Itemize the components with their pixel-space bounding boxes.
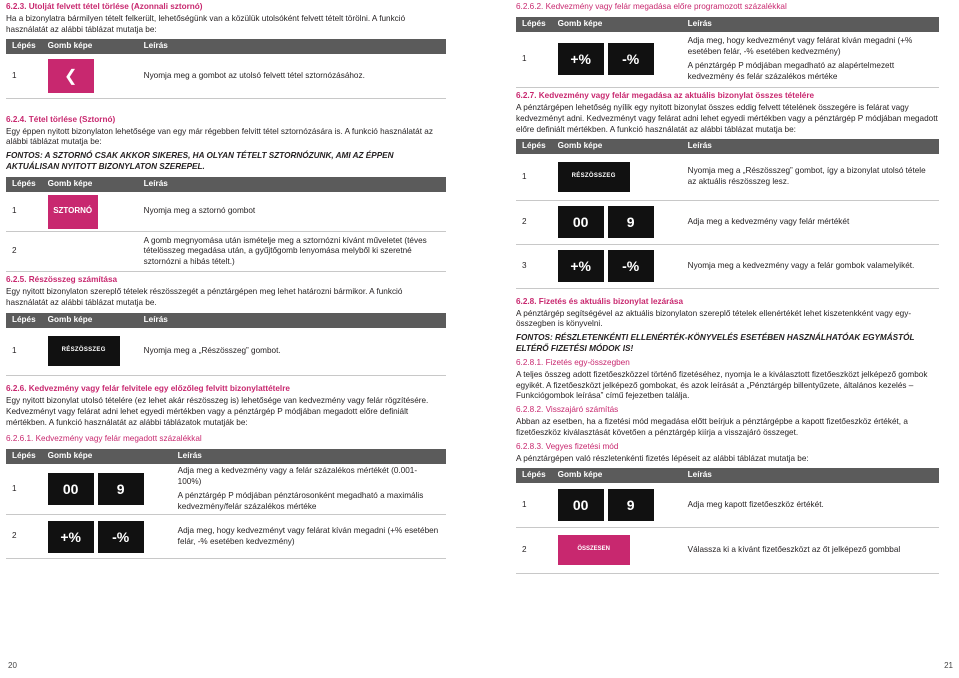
section-6-2-6-2-heading: 6.2.6.2. Kedvezmény vagy felár megadása előre programozott százalékkal — [516, 2, 787, 11]
table-6-2-6-2 — [516, 17, 939, 88]
section-6-2-8-1-text: A teljes összeg adott fizetőeszközzel történő fizetéséhez, nyomja le a kiválasztott fizetőeszközt jelképező gombok egyikét. A fizetőeszközt jelképező gombokat, és azok leírását a „Pénztárgép billentyűzete, általános kezelés – Funkciógombok leírása” című fejezetben találja. — [516, 369, 928, 401]
step-description: A gomb megnyomása után ismételje meg a sztornózni kívánt műveletet (téves tételösszeg megadása után, a gyűjtőgomb lenyomása melyből ki szeretné sztornózni a hibás tételt.) — [138, 232, 446, 272]
table-row — [6, 192, 446, 232]
col-key: Gomb képe — [552, 139, 682, 154]
step-description: Válassza ki a kívánt fizetőeszközt az őt jelképező gombbal — [682, 527, 939, 573]
section-6-2-3-text: Ha a bizonylatra bármilyen tételt felkerült, lehetőségünk van a közülük utolsóként felvett tételt törölni. A funkció használatát az alábbi táblázat mutatja be: — [6, 13, 406, 34]
warning-6-2-8: FONTOS: RÉSZLETENKÉNTI ELLENÉRTÉK-KÖNYVELÉS ESETÉBEN HASZNÁLHATÓAK EGYMÁSTÓL ELTÉRŐ FIZETÉSI MÓDOK IS! — [516, 333, 915, 354]
warning-6-2-4: FONTOS: A SZTORNÓ CSAK AKKOR SIKERES, HA OLYAN TÉTELT SZTORNÓZUNK, AMI AZ ÉPPEN AKTUÁLISAN NYITOTT BIZONYLATON SZEREPEL. — [6, 151, 394, 172]
section-6-2-6-heading: 6.2.6. Kedvezmény vagy felár felvitele egy előzőleg felvitt bizonylattételre — [6, 384, 290, 394]
section-6-2-3-heading: 6.2.3. Utolját felvett tétel törlése (Azonnali sztornó) — [6, 2, 203, 11]
section-6-2-6-text: Egy nyitott bizonylat utolsó tételére (ez lehet akár részösszeg is) lehetősége van kedvezmény vagy felár rögzítésére. Kedvezményt vagy felárat adni lehet egyedi mértékben vagy a pénztárgép P módjában megadott előre definiált mértékben. A funkció használatát az alábbi táblázatok mutatják be: — [6, 395, 429, 427]
plus-percent-key-icon: +% — [48, 521, 94, 553]
table-row — [516, 32, 939, 88]
step-description: Adja meg, hogy kedvezményt vagy felárat kíván megadni (+% esetében felár, -% esetében kedvezmény) — [687, 36, 913, 57]
section-6-2-8-1-heading: 6.2.8.1. Fizetés egy-összegben — [516, 357, 630, 367]
col-step: Lépés — [6, 177, 42, 192]
table-row — [516, 527, 939, 573]
key-00-icon: 00 — [558, 206, 604, 238]
col-key: Gomb képe — [552, 17, 682, 32]
table-row — [6, 328, 446, 376]
back-key-icon: ❮ — [48, 59, 94, 93]
step-number: 1 — [6, 192, 42, 232]
col-key: Gomb képe — [42, 177, 138, 192]
table-row — [516, 483, 939, 527]
page-number: 21 — [944, 661, 953, 671]
reszosszeg-key-icon: RÉSZÖSSZEG — [48, 336, 120, 366]
section-6-2-5-heading: 6.2.5. Részösszeg számítása — [6, 275, 118, 285]
step-number: 1 — [6, 54, 42, 98]
step-description-extra: A pénztárgép P módjában pénztárosonként megadható a maximális kedvezmény/felár százalékos mértéke — [177, 490, 424, 511]
table-6-2-5 — [6, 313, 446, 376]
step-description: Adja meg kapott fizetőeszköz értékét. — [682, 483, 939, 527]
table-6-2-3 — [6, 39, 446, 98]
key-00-icon: 00 — [558, 489, 604, 521]
key-00-icon: 00 — [48, 473, 94, 505]
step-number: 1 — [6, 328, 42, 376]
col-key: Gomb képe — [552, 468, 682, 483]
step-number: 1 — [516, 154, 552, 200]
step-description: Adja meg, hogy kedvezményt vagy felárat kíván megadni (+% esetében felár, -% esetében kedvezmény) — [172, 515, 446, 559]
key-9-icon: 9 — [608, 489, 654, 521]
col-step: Lépés — [516, 468, 552, 483]
col-desc: Leírás — [682, 139, 939, 154]
table-row — [516, 244, 939, 288]
step-number: 1 — [516, 483, 552, 527]
section-6-2-4-text: Egy éppen nyitott bizonylaton lehetősége van egy már régebben felvitt tétel sztornózására is. A funkció használatát az alábbi táblázat mutatja be: — [6, 126, 433, 147]
key-image — [42, 232, 138, 272]
section-6-2-8-text: A pénztárgép segítségével az aktuális bizonylaton szereplő tételek ellenértékét lehet kiszetenkként vagy egy-összegben is könyvelni. — [516, 308, 912, 329]
step-number: 2 — [6, 232, 42, 272]
table-row — [6, 54, 446, 98]
col-desc: Leírás — [138, 39, 446, 54]
step-description: Nyomja meg a sztornó gombot — [138, 192, 446, 232]
right-page — [480, 0, 959, 678]
table-row — [6, 464, 446, 515]
table-6-2-7 — [516, 139, 939, 288]
col-step: Lépés — [6, 39, 42, 54]
col-key: Gomb képe — [42, 449, 172, 464]
section-6-2-8-3-text: A pénztárgépen való részletenkénti fizetés lépéseit az alábbi táblázat mutatja be: — [516, 453, 809, 463]
col-step: Lépés — [516, 17, 552, 32]
section-6-2-8-2-text: Abban az esetben, ha a fizetési mód megadása előtt beírjuk a pénztárgépbe a kapott fizetőeszköz értékét, a fizetőeszköz kiválasztását követően a pénztárgép kiírja a visszajáró összeget. — [516, 417, 908, 437]
col-key: Gomb képe — [42, 313, 138, 328]
table-6-2-8-3 — [516, 468, 939, 573]
section-6-2-5-text: Egy nyitott bizonylaton szereplő tételek részösszegét a pénztárgépen meg lehet határozni bármikor. A funkció használatát az alábbi táblázat mutatja be. — [6, 287, 403, 307]
step-description-extra: A pénztárgép P módjában megadható az alapértelmezett kedvezmény és felár százalékos mértéke — [687, 60, 895, 81]
col-desc: Leírás — [682, 468, 939, 483]
section-6-2-8-2-heading: 6.2.8.2. Visszajáró számítás — [516, 405, 619, 415]
step-description: Nyomja meg a „Részösszeg” gombot, így a bizonylat utolsó tétele az aktuális részösszeg lesz. — [682, 154, 939, 200]
col-key: Gomb képe — [42, 39, 138, 54]
section-6-2-8-3-heading: 6.2.8.3. Vegyes fizetési mód — [516, 441, 619, 451]
step-number: 3 — [516, 244, 552, 288]
section-6-2-6-1-heading: 6.2.6.1. Kedvezmény vagy felár megadott százalékkal — [6, 434, 202, 444]
key-9-icon: 9 — [608, 206, 654, 238]
step-description: Nyomja meg a kedvezmény vagy a felár gombok valamelyikét. — [682, 244, 939, 288]
section-6-2-7-text: A pénztárgépen lehetőség nyílik egy nyitott bizonylat összes eddig felvett tételének összegére is felárat vagy kedvezményt adni. Kedvezményt vagy felárat adni lehet egyedi mértékben vagy a pénztárgép P módjában megadott előre definiált mértékben. A funkció használatát az alábbi táblázat mutatja be: — [516, 102, 938, 134]
plus-percent-key-icon: +% — [558, 43, 604, 75]
col-step: Lépés — [6, 449, 42, 464]
col-desc: Leírás — [138, 177, 446, 192]
step-number: 2 — [516, 527, 552, 573]
sztorno-key-icon: SZTORNÓ — [48, 195, 98, 229]
step-description: Adja meg a kedvezmény vagy a felár százalékos mértékét (0.001-100%) — [177, 466, 418, 486]
step-number: 2 — [6, 515, 42, 559]
step-description: Nyomja meg a gombot az utolsó felvett tétel sztornózásához. — [138, 54, 446, 98]
osszesen-key-icon: ÖSSZESEN — [558, 535, 630, 565]
table-6-2-6-1 — [6, 449, 446, 559]
table-row — [6, 232, 446, 272]
table-row — [6, 515, 446, 559]
minus-percent-key-icon: -% — [98, 521, 144, 553]
reszosszeg-key-icon: RÉSZÖSSZEG — [558, 162, 630, 192]
minus-percent-key-icon: -% — [608, 43, 654, 75]
section-6-2-7-heading: 6.2.7. Kedvezmény vagy felár megadása az aktuális bizonylat összes tételére — [516, 91, 815, 101]
step-description: Nyomja meg a „Részösszeg” gombot. — [138, 328, 446, 376]
step-number: 2 — [516, 200, 552, 244]
page-number: 20 — [8, 661, 17, 671]
col-step: Lépés — [6, 313, 42, 328]
section-6-2-4-heading: 6.2.4. Tétel törlése (Sztornó) — [6, 114, 116, 124]
step-description: Adja meg a kedvezmény vagy felár mértékét — [682, 200, 939, 244]
step-number: 1 — [6, 464, 42, 515]
plus-percent-key-icon: +% — [558, 250, 604, 282]
step-number: 1 — [516, 32, 552, 88]
table-row — [516, 200, 939, 244]
col-desc: Leírás — [172, 449, 446, 464]
col-desc: Leírás — [682, 17, 939, 32]
table-row — [516, 154, 939, 200]
table-6-2-4 — [6, 177, 446, 272]
key-9-icon: 9 — [98, 473, 144, 505]
section-6-2-8-heading: 6.2.8. Fizetés és aktuális bizonylat lezárása — [516, 296, 684, 306]
col-desc: Leírás — [138, 313, 446, 328]
minus-percent-key-icon: -% — [608, 250, 654, 282]
col-step: Lépés — [516, 139, 552, 154]
